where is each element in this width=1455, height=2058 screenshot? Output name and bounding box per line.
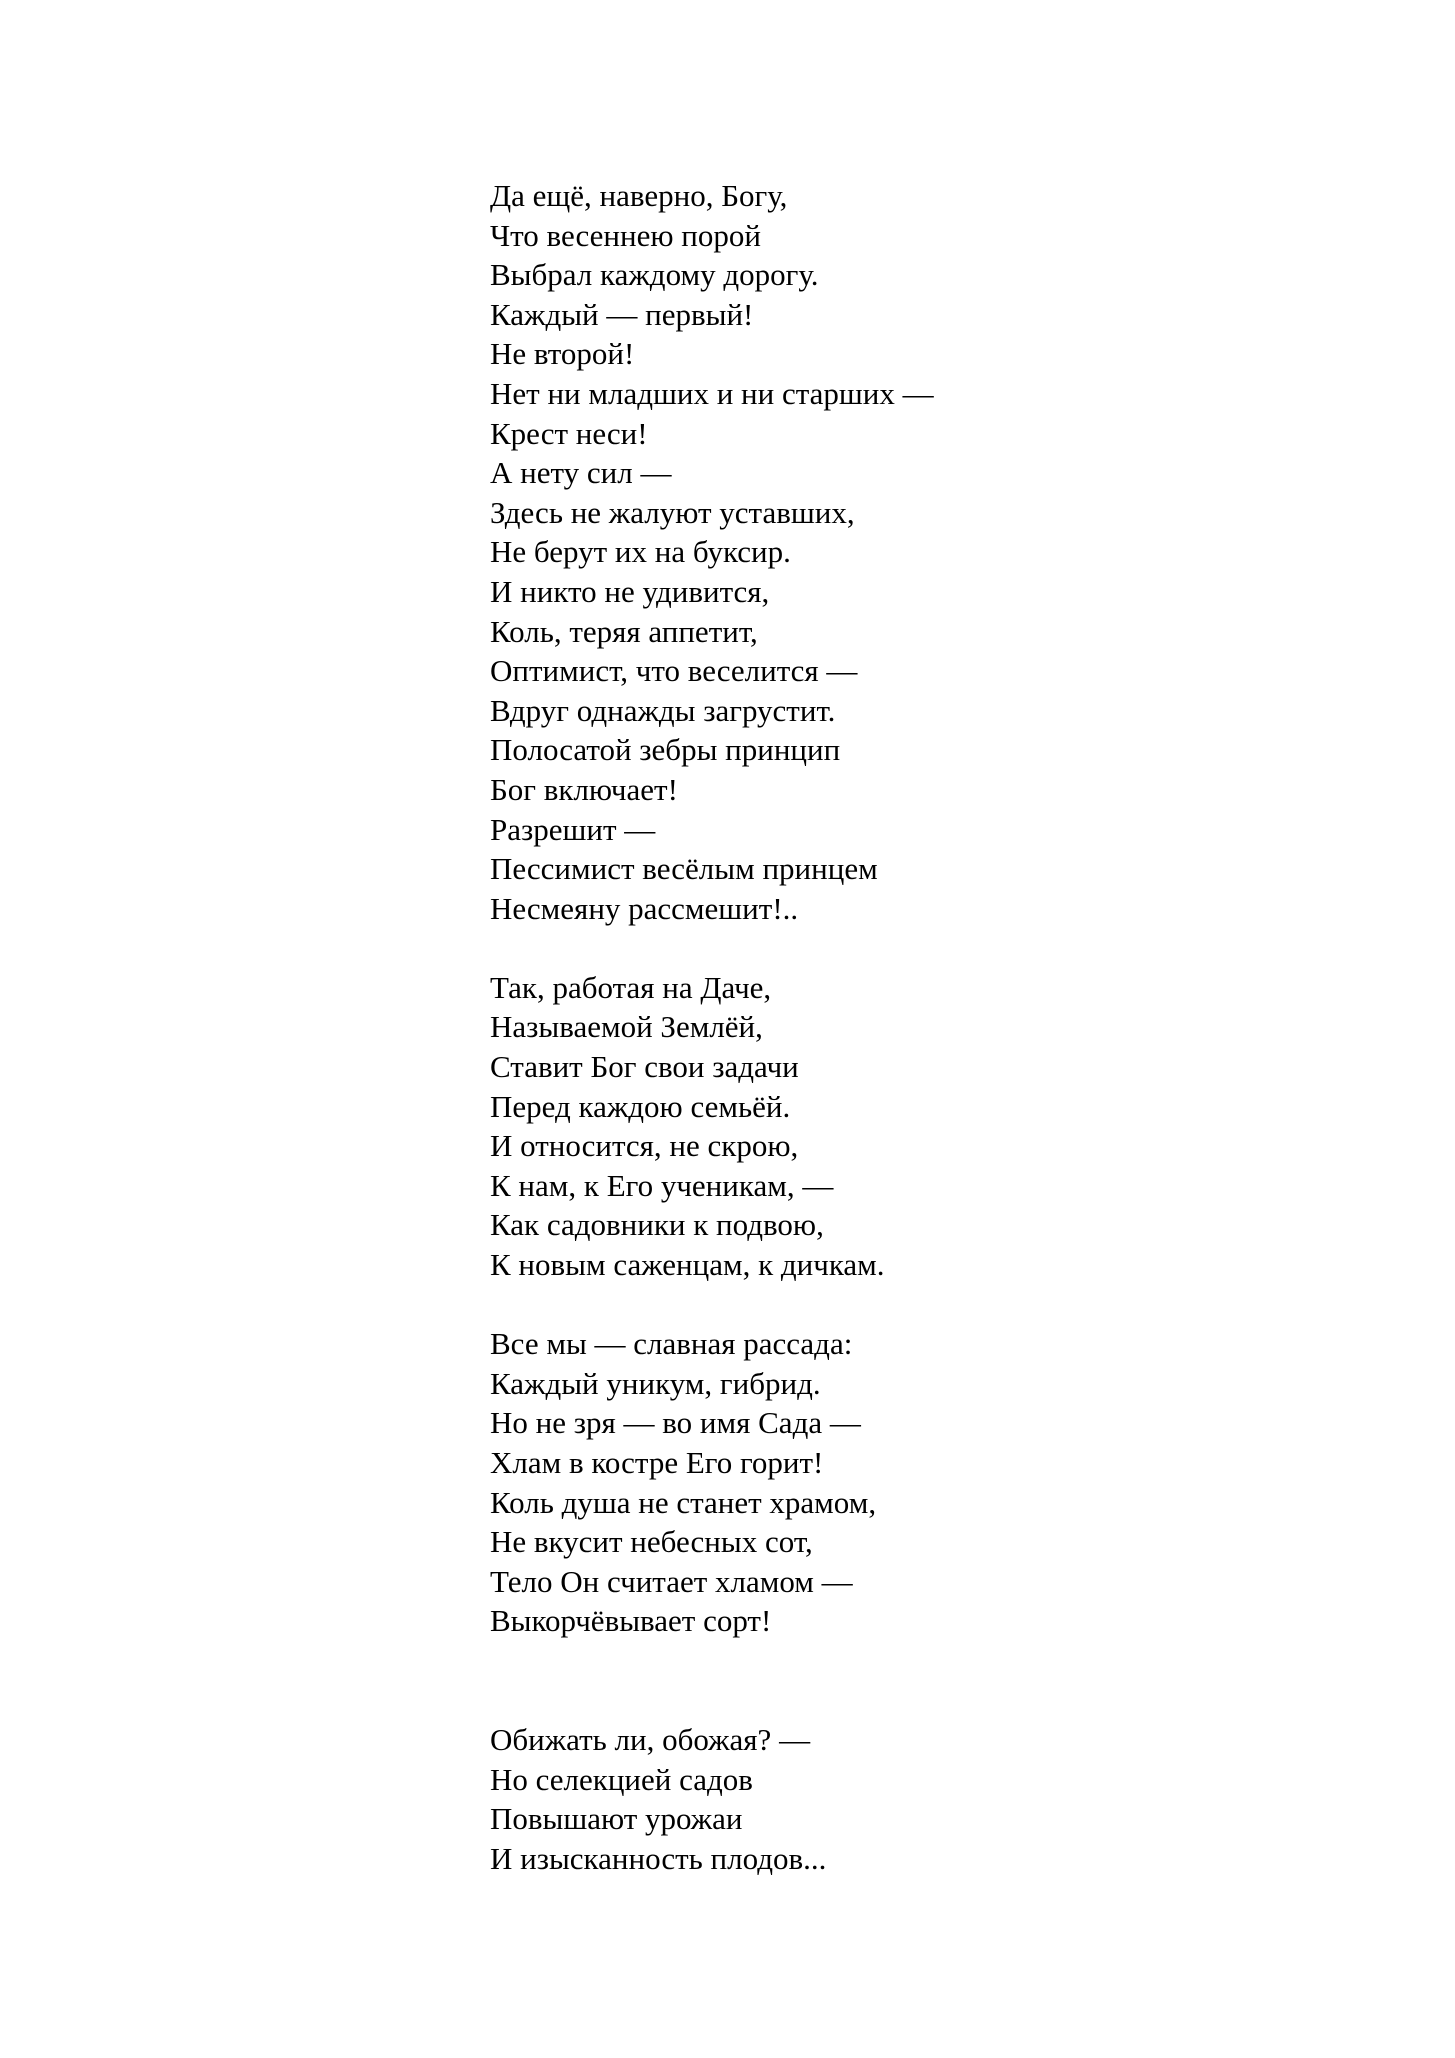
poem-line: Разрешит — — [490, 811, 656, 847]
poem-line: Коль, теряя аппетит, — [490, 613, 758, 649]
poem-line: Перед каждою семьёй. — [490, 1088, 791, 1124]
poem-text — [490, 176, 1390, 1879]
poem-line: Каждый — первый! — [490, 296, 754, 332]
poem-line: И изысканность плодов... — [490, 1840, 827, 1876]
poem-line: Полосатой зебры принцип — [490, 732, 841, 768]
poem-line: Коль душа не станет храмом, — [490, 1484, 877, 1520]
stanza-3 — [490, 1324, 1390, 1641]
poem-line: Но селекцией садов — [490, 1761, 753, 1797]
poem-line: Каждый уникум, гибрид. — [490, 1365, 821, 1401]
poem-line: Тело Он считает хламом — — [490, 1563, 853, 1599]
poem-line: И никто не удивится, — [490, 573, 770, 609]
poem-line: К нам, к Его ученикам, — — [490, 1167, 834, 1203]
stanza-break — [490, 1285, 1390, 1325]
poem-line: Называемой Землёй, — [490, 1009, 763, 1045]
poem-line: Да ещё, наверно, Богу, — [490, 178, 788, 213]
stanza-1 — [490, 176, 1390, 928]
poem-line: Но не зря — во имя Сада — — [490, 1405, 861, 1441]
poem-line: Ставит Бог свои задачи — [490, 1049, 799, 1085]
poem-line: Оптимист, что веселится — — [490, 653, 858, 689]
poem-line: К новым саженцам, к дичкам. — [490, 1247, 885, 1283]
poem-line: Повышают урожаи — [490, 1801, 743, 1837]
poem-line: Выкорчёвывает сорт! — [490, 1603, 772, 1639]
poem-line: Как садовники к подвою, — [490, 1207, 824, 1243]
poem-line: Несмеяну рассмешит!.. — [490, 890, 799, 926]
poem-line: А нету сил — — [490, 455, 672, 491]
poem-line: Не вкусит небесных сот, — [490, 1524, 813, 1560]
poem-line: Что весеннею порой — [490, 217, 761, 253]
poem-line: Вдруг однажды загрустит. — [490, 692, 836, 728]
poem-line: Нет ни младших и ни старших — — [490, 375, 934, 411]
stanza-break — [490, 1641, 1390, 1720]
poem-line: Пессимист весёлым принцем — [490, 851, 878, 887]
stanza-4 — [490, 1720, 1390, 1878]
stanza-break — [490, 928, 1390, 968]
poem-line: Крест неси! — [490, 415, 648, 451]
poem-line: Бог включает! — [490, 771, 678, 807]
poem-line: Все мы — славная рассада: — [490, 1326, 853, 1362]
poem-line: И относится, не скрою, — [490, 1128, 799, 1164]
poem-line: Выбрал каждому дорогу. — [490, 257, 819, 293]
poem-line: Хлам в костре Его горит! — [490, 1445, 824, 1480]
poem-line: Не берут их на буксир. — [490, 534, 791, 570]
poem-line: Не второй! — [490, 336, 635, 372]
poem-line: Здесь не жалуют уставших, — [490, 494, 855, 530]
stanza-2 — [490, 968, 1390, 1285]
poem-line: Так, работая на Даче, — [490, 969, 772, 1005]
poem-line: Обижать ли, обожая? — — [490, 1722, 811, 1758]
